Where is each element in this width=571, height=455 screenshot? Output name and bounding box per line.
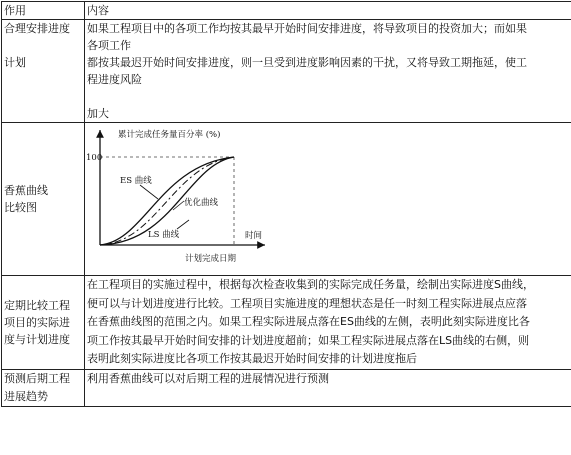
row-content-cell bbox=[85, 369, 571, 406]
content-line: 程进度风险 bbox=[87, 73, 142, 86]
es-curve-label: ES 曲线 bbox=[120, 176, 152, 186]
content-line: 在香蕉曲线图的范围之内。如果工程实际进展点落在ES曲线的左侧，表明此刻实际进度比各 bbox=[87, 315, 530, 328]
row-label-line: 计划 bbox=[4, 56, 26, 69]
content-line: 便可以与计划进度进行比较。工程项目实施进度的理想状态是任一时刻工程实际进展点应落 bbox=[87, 296, 527, 310]
row-label-cell bbox=[2, 369, 85, 406]
row-label-cell bbox=[2, 20, 85, 123]
table-row bbox=[2, 276, 571, 370]
content-line: 在工程项目的实施过程中，根据每次检查收集到的实际完成任务量，绘制出实际进度S曲线， bbox=[87, 278, 534, 291]
table-row bbox=[2, 123, 571, 276]
row-label-line: 比较图 bbox=[4, 201, 37, 214]
content-line: 利用香蕉曲线可以对后期工程的进展情况进行预测 bbox=[87, 371, 329, 385]
header-content-text: 内容 bbox=[87, 4, 109, 17]
content-line: 表明此刻实际进度比各项工作按其最迟开始时间安排的计划进度拖后 bbox=[87, 352, 417, 365]
row-label-spacer bbox=[4, 71, 82, 122]
banana-chart-cell bbox=[85, 123, 571, 276]
row-label-line: 香蕉曲线 bbox=[4, 184, 48, 197]
content-spacer bbox=[87, 88, 570, 105]
table-row bbox=[2, 369, 571, 406]
row-label-line: 定期比较工程 bbox=[4, 298, 70, 312]
row-content-cell bbox=[85, 20, 571, 123]
x-axis-end-label: 时间 bbox=[245, 231, 263, 241]
ls-curve-label: LS 曲线 bbox=[148, 230, 180, 240]
header-col-content bbox=[85, 2, 571, 20]
header-col-function bbox=[2, 2, 85, 20]
es-leader-line bbox=[140, 185, 158, 199]
header-function-text: 作用 bbox=[4, 4, 26, 17]
x-axis-caption: 计划完成日期 bbox=[185, 254, 237, 264]
ls-leader-line bbox=[177, 220, 189, 229]
row-label-cell bbox=[2, 276, 85, 370]
opt-curve-label: 优化曲线 bbox=[184, 198, 219, 208]
row-label-line: 项目的实际进 bbox=[4, 315, 70, 329]
content-line: 各项工作 bbox=[87, 39, 131, 52]
row-label-line: 合理安排进度 bbox=[4, 22, 70, 35]
row-label-cell bbox=[2, 123, 85, 276]
y-tick-label: 100 bbox=[86, 153, 103, 163]
table-header-row bbox=[2, 2, 571, 20]
row-content-cell bbox=[85, 276, 571, 370]
row-label-line: 预测后期工程 bbox=[4, 371, 70, 385]
content-line: 加大 bbox=[87, 107, 109, 120]
content-line: 如果工程项目中的各项工作均按其最早开始时间安排进度，将导致项目的投资加大；而如果 bbox=[87, 22, 527, 35]
y-axis-label: 累计完成任务量百分率 (%) bbox=[118, 130, 221, 140]
banana-curve-figure bbox=[85, 123, 568, 270]
content-line: 项工作按其最早开始时间安排的计划进度超前；如果工程实际进展点落在LS曲线的右侧，则 bbox=[87, 333, 530, 347]
row-label-line: 进展趋势 bbox=[4, 389, 48, 403]
content-line: 都按其最迟开始时间安排进度，则一旦受到进度影响因素的干扰，又将导致工期拖延，使工 bbox=[87, 56, 527, 69]
row-label-line: 度与计划进度 bbox=[4, 332, 70, 346]
table-row bbox=[2, 20, 571, 123]
banana-curve-table bbox=[1, 1, 571, 407]
row-label-spacer bbox=[4, 37, 82, 54]
